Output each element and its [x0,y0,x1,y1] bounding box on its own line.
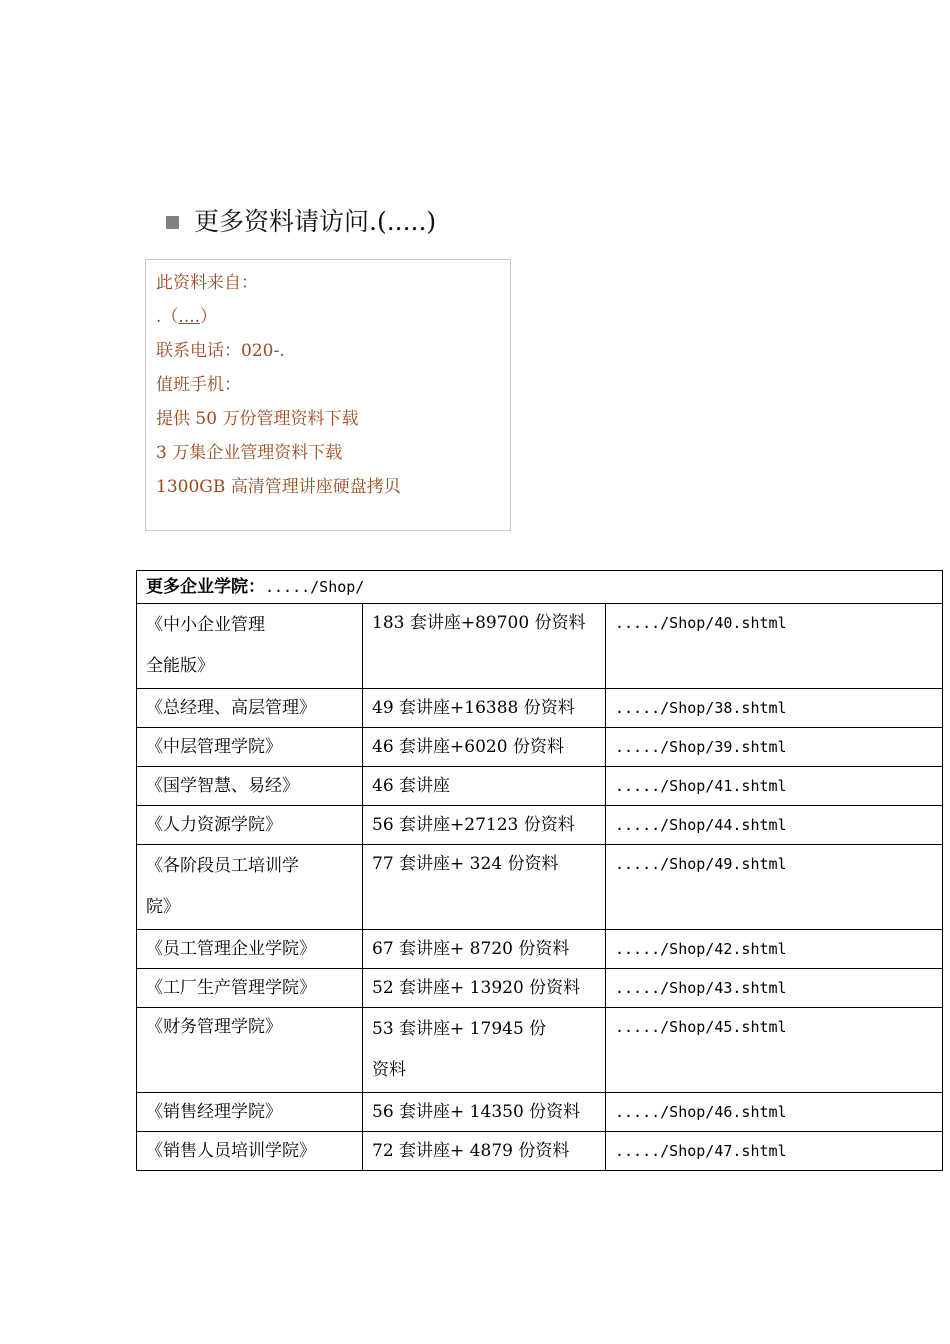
course-name-cell: 《销售人员培训学院》 [137,1132,363,1171]
course-url-cell[interactable]: ...../Shop/44.shtml [606,806,943,845]
course-url-cell[interactable]: ...../Shop/45.shtml [606,1008,943,1093]
table-header-url[interactable]: ...../Shop/ [265,578,365,596]
course-url-cell[interactable]: ...../Shop/38.shtml [606,689,943,728]
course-url-cell[interactable]: ...../Shop/42.shtml [606,930,943,969]
table-header-cell [137,571,943,604]
table-row [137,1093,943,1132]
course-name-cell: 《中小企业管理 全能版》 [137,604,363,689]
course-desc-cell: 46 套讲座 [363,767,606,806]
table-row [137,604,943,689]
heading-text: 更多资料请访问.(.....) [194,207,437,236]
info-box [145,259,511,531]
table-row [137,689,943,728]
course-desc-cell: 56 套讲座+ 14350 份资料 [363,1093,606,1132]
course-url-cell[interactable]: ...../Shop/49.shtml [606,845,943,930]
table-row [137,806,943,845]
course-url-cell[interactable]: ...../Shop/47.shtml [606,1132,943,1171]
course-desc-cell: 183 套讲座+89700 份资料 [363,604,606,689]
square-bullet-icon [166,216,179,229]
source-link-line [156,300,510,334]
phone-line: 联系电话：020-. [156,341,285,361]
course-url-cell[interactable]: ...../Shop/43.shtml [606,969,943,1008]
course-desc-cell: 77 套讲座+ 324 份资料 [363,845,606,930]
course-url-cell[interactable]: ...../Shop/40.shtml [606,604,943,689]
course-url-cell[interactable]: ...../Shop/41.shtml [606,767,943,806]
table-row [137,1132,943,1171]
offer-line-2: 3 万集企业管理资料下载 [156,443,343,463]
table-row [137,1008,943,1093]
mobile-line: 值班手机： [156,375,241,395]
table-row [137,728,943,767]
table-row [137,845,943,930]
table-header-row [137,571,943,604]
source-label: 此资料来自： [156,273,258,293]
course-desc-cell: 67 套讲座+ 8720 份资料 [363,930,606,969]
link-prefix: .（ [156,307,179,327]
course-name-cell: 《人力资源学院》 [137,806,363,845]
course-url-cell[interactable]: ...../Shop/46.shtml [606,1093,943,1132]
link-suffix: ） [200,307,218,327]
source-link[interactable]: .... [178,307,201,327]
course-name-cell: 《国学智慧、易经》 [137,767,363,806]
course-desc-cell: 72 套讲座+ 4879 份资料 [363,1132,606,1171]
course-desc-cell: 46 套讲座+6020 份资料 [363,728,606,767]
table-header-label: 更多企业学院： [146,577,265,597]
course-name-cell: 《销售经理学院》 [137,1093,363,1132]
table-row [137,767,943,806]
table-row [137,930,943,969]
course-desc-cell: 53 套讲座+ 17945 份 资料 [363,1008,606,1093]
academy-table [136,570,943,1171]
course-url-cell[interactable]: ...../Shop/39.shtml [606,728,943,767]
course-name-cell: 《各阶段员工培训学 院》 [137,845,363,930]
course-desc-cell: 49 套讲座+16388 份资料 [363,689,606,728]
course-name-cell: 《财务管理学院》 [137,1008,363,1093]
course-name-cell: 《工厂生产管理学院》 [137,969,363,1008]
course-name-cell: 《中层管理学院》 [137,728,363,767]
offer-line-1: 提供 50 万份管理资料下载 [156,409,359,429]
page-heading [166,204,436,240]
course-desc-cell: 52 套讲座+ 13920 份资料 [363,969,606,1008]
table-row [137,969,943,1008]
course-desc-cell: 56 套讲座+27123 份资料 [363,806,606,845]
course-name-cell: 《总经理、高层管理》 [137,689,363,728]
course-name-cell: 《员工管理企业学院》 [137,930,363,969]
offer-line-3: 1300GB 高清管理讲座硬盘拷贝 [156,477,401,497]
